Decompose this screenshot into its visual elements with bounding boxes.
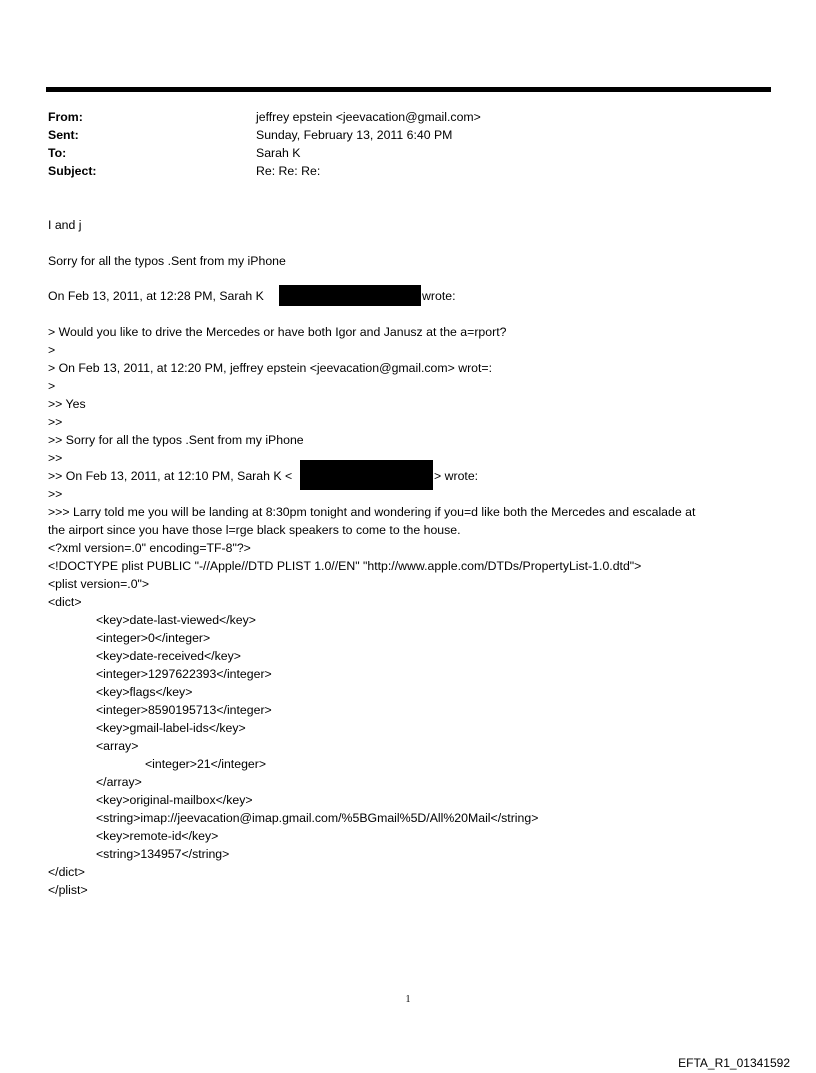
body-line: >>: [48, 415, 63, 429]
subject-label: Subject:: [48, 164, 97, 178]
document-id: EFTA_R1_01341592: [678, 1056, 790, 1070]
body-line: <string>134957</string>: [96, 847, 230, 861]
body-line: </dict>: [48, 865, 85, 879]
body-line: the airport since you have those l=rge black speakers to come to the house.: [48, 523, 461, 537]
body-line: >> On Feb 13, 2011, at 12:10 PM, Sarah K <: [48, 469, 293, 483]
body-line: >: [48, 343, 56, 357]
body-line: wrote:: [422, 289, 456, 303]
subject-value: Re: Re: Re:: [256, 164, 321, 178]
body-line: <integer>1297622393</integer>: [96, 667, 272, 681]
body-line: Sorry for all the typos .Sent from my iPhone: [48, 254, 286, 268]
body-line: <key>remote-id</key>: [96, 829, 219, 843]
from-value: jeffrey epstein <jeevacation@gmail.com>: [256, 110, 481, 124]
body-line: I and j: [48, 218, 82, 232]
body-line: <dict>: [48, 595, 82, 609]
body-line: <key>original-mailbox</key>: [96, 793, 253, 807]
body-line: <?xml version=.0" encoding=TF-8"?>: [48, 541, 251, 555]
body-line: <key>date-received</key>: [96, 649, 241, 663]
body-line: > wrote:: [434, 469, 479, 483]
header-rule: [46, 87, 771, 92]
body-line: >: [48, 379, 56, 393]
from-label: From:: [48, 110, 83, 124]
body-line: <key>flags</key>: [96, 685, 193, 699]
sent-value: Sunday, February 13, 2011 6:40 PM: [256, 128, 453, 142]
body-line: > On Feb 13, 2011, at 12:20 PM, jeffrey epstein <jeevacation@gmail.com> wrot=:: [48, 361, 493, 375]
body-line: On Feb 13, 2011, at 12:28 PM, Sarah K: [48, 289, 264, 303]
body-line: >> Yes: [48, 397, 86, 411]
to-label: To:: [48, 146, 67, 160]
body-line: <key>gmail-label-ids</key>: [96, 721, 246, 735]
body-line: > Would you like to drive the Mercedes or have both Igor and Janusz at the a=rport?: [48, 325, 507, 339]
body-line: </plist>: [48, 883, 88, 897]
body-line: <integer>8590195713</integer>: [96, 703, 272, 717]
body-line: <!DOCTYPE plist PUBLIC "-//Apple//DTD PLIST 1.0//EN" "http://www.apple.com/DTDs/PropertyList-1.0.dtd">: [48, 559, 642, 573]
body-line: <plist version=.0">: [48, 577, 150, 591]
redaction-box: [279, 285, 421, 306]
body-line: <array>: [96, 739, 139, 753]
sent-label: Sent:: [48, 128, 79, 142]
body-line: </array>: [96, 775, 142, 789]
body-line: >>> Larry told me you will be landing at 8:30pm tonight and wondering if you=d like both the Mercedes and escalade at: [48, 505, 696, 519]
body-line: >> Sorry for all the typos .Sent from my iPhone: [48, 433, 304, 447]
body-line: <integer>21</integer>: [145, 757, 267, 771]
body-line: >>: [48, 451, 63, 465]
body-line: <string>imap://jeevacation@imap.gmail.com/%5BGmail%5D/All%20Mail</string>: [96, 811, 539, 825]
to-value: Sarah K: [256, 146, 301, 160]
redaction-box: [300, 460, 433, 490]
body-line: <integer>0</integer>: [96, 631, 211, 645]
body-line: >>: [48, 487, 63, 501]
page-number: 1: [405, 994, 411, 1005]
body-line: <key>date-last-viewed</key>: [96, 613, 256, 627]
